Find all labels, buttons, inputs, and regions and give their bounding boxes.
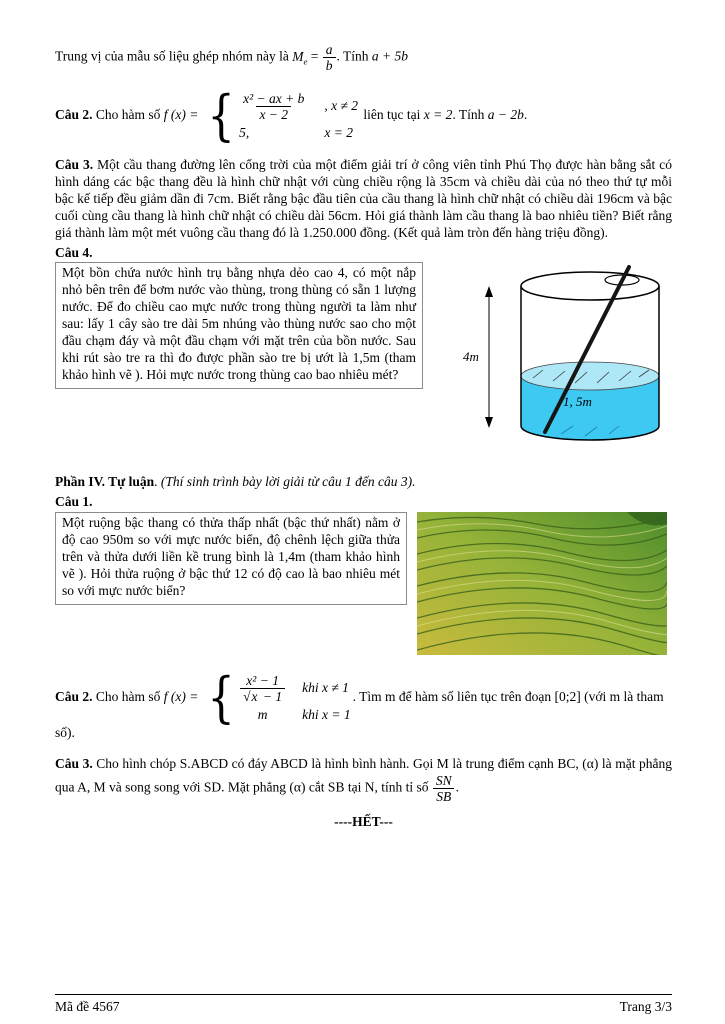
left-brace: { [207,666,235,730]
fraction-denominator: b [323,57,336,73]
case1-condition: , x ≠ 2 [324,97,359,113]
question1-text-box [55,512,407,604]
left-brace: { [207,84,235,148]
lead-text: Cho hàm số [95,107,161,123]
piecewise-function [204,666,351,730]
ratio-fraction [432,773,456,804]
part3-question2 [55,84,672,148]
case1-numerator: x² − 1 [246,672,279,688]
tail-text: . Tìm m để hàm số liên tục trên đoạn [0;2] (với m là tham số). [55,689,664,741]
equals-sign: = [310,48,319,64]
question-label: Câu 3. [55,756,93,772]
question-label: Câu 1. [55,494,93,510]
case1-expression [239,673,286,704]
question-text: Một cầu thang đường lên cổng trời của một điểm giải trí ở công viên tỉnh Phú Thọ được hàn bằng sắt có hình dáng các bậc thang đều là hình chữ nhật với cùng chiều rộng là 35cm và chiều dài của nó theo thứ tự mỗi bậc kế tiếp đều giảm dần đi 7cm. Biết rằng bậc đầu tiên của cầu thang là hình chữ nhật có chiều dài 196cm và bậc cuối cùng cầu thang là hình chữ nhật có chiều dài 56cm. Hỏi giá thành làm cầu thang là bao nhiêu tiền? Biết rằng giá thành làm một mét vuông cầu thang đó là 1.250.000 đồng. (Kết quả làm tròn đến hàng triệu đồng). [55,157,673,240]
case2-expression: m [257,706,268,722]
tail-period: . [523,107,528,123]
median-var: M [292,48,304,64]
cases-grid [239,673,351,724]
case1-denominator [240,688,285,704]
part4-question1-row [55,512,672,655]
cases-grid [239,91,358,142]
page-number: Trang 3/3 [619,999,672,1015]
case1-numerator: x² − ax + b [243,90,305,106]
ratio-denominator: SB [433,788,454,804]
part4-heading [55,474,672,491]
function-notation: f (x) = [163,107,199,123]
question-label: Câu 2. [55,689,93,705]
fraction-numerator: a [325,42,333,57]
wet-length-label: 1, 5m [563,394,592,410]
case1-fraction [239,91,308,122]
part3-question4-label [55,245,672,262]
cylinder-top [521,272,659,300]
question-label: Câu 3. [55,157,94,173]
part4-question1-label [55,494,672,511]
height-arrow [485,286,493,428]
radical-sign: √ [243,688,251,704]
cylinder-figure [459,264,671,450]
tail-text: liên tục tại [363,107,421,123]
question4-text-box [55,262,423,388]
question-label: Câu 2. [55,107,93,123]
median-symbol [292,48,308,67]
piecewise-function [204,84,359,148]
part3-question4-row [55,262,672,450]
median-mid-text: . Tính [336,48,369,64]
median-text: Trung vị của mẫu số liệu ghép nhóm này là [55,48,289,64]
radical-argument: x [251,688,258,704]
water-surface [521,362,659,390]
terrace-photo [417,512,667,655]
case1-condition: khi x ≠ 1 [302,679,349,695]
function-notation: f (x) = [163,689,199,705]
part4-title: Phần IV. Tự luận [55,474,155,490]
tail-math-1: x = 2 [423,107,453,123]
case2-condition: khi x = 1 [302,706,351,722]
question-text: Một ruộng bậc thang có thửa thấp nhất (bậc thứ nhất) nằm ở độ cao 950m so với mực nước biển, độ chênh lệch giữa thửa trên và thửa dưới liền kề trung bình là 1,4m (tham khảo hình vẽ ). Hỏi thửa ruộng ở bậc thứ 12 có độ cao là bao nhiêu mét so với mực nước biển? [62,515,400,598]
part4-question2 [55,666,672,742]
tail-text-2: . Tính [452,107,485,123]
median-question-line [55,42,672,73]
tail-math-2: a − 2b [487,107,524,123]
part4-dot: . [154,474,158,490]
lead-text: Cho hàm số [95,689,161,705]
case1-denominator: x − 2 [256,106,291,122]
median-expression: a + 5b [371,48,409,64]
case2-condition: x = 2 [324,124,353,140]
page-footer [55,994,672,1016]
question-label: Câu 4. [55,244,93,260]
part4-question3 [55,756,672,804]
exam-code: Mã đề 4567 [55,999,120,1015]
median-var-sub: e [303,56,308,67]
part3-question3 [55,157,672,241]
fraction-a-over-b [322,42,337,73]
part4-instruction: (Thí sinh trình bày lời giải từ câu 1 đến câu 3). [160,474,416,490]
case1-fraction [239,673,286,704]
case2-expression: 5, [239,124,250,140]
height-label: 4m [463,349,479,365]
case1-expression [239,91,308,122]
end-period: . [455,779,459,795]
ratio-numerator: SN [435,772,452,788]
question-text: Một bồn chứa nước hình trụ bằng nhựa dẻo cao 4, có một nắp nhỏ bên trên để bơm nước vào thùng, trong thùng có sẵn 1 lượng nước. Để đo chiều cao mực nước trong thùng người ta làm như sau: lấy 1 cây sào tre dài 5m nhúng vào thùng nước sao cho một đầu chạm đáy và một đầu chạm với mặt trên của bồn nước. Sau khi rút sào tre ra thì đo được phần sào tre bị ướt là 1,5m (tham khảo hình vẽ ). Hỏi mực nước trong thùng cao bao nhiêu mét? [62,265,416,382]
denominator-rest: − 1 [262,688,283,704]
end-marker: ----HẾT--- [334,814,393,830]
question-text: Cho hình chóp S.ABCD có đáy ABCD là hình bình hành. Gọi M là trung điểm cạnh BC, (α) là mặt phẳng qua A, M và song song với SD. Mặt phẳng (α) cắt SB tại N, tính tỉ số [55,756,672,795]
